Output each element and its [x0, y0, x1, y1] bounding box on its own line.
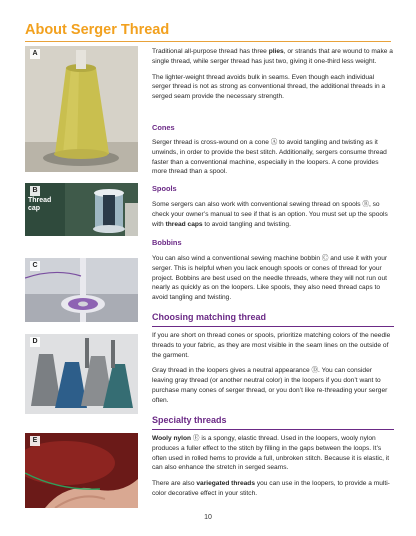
page-number: 10: [204, 514, 212, 521]
photo-d-gray-cones: [25, 334, 138, 414]
thread-cap-label: Thread cap: [28, 197, 52, 212]
cones-heading: Cones: [152, 123, 175, 132]
bobbin-illustration: [25, 258, 138, 322]
photo-label: D: [30, 337, 40, 347]
intro-text: [152, 47, 394, 102]
bobbins-text: You can also wind a conventional sewing machine bobbin Ⓒ and use it with your serger. This is helpful when you lack enough spools or cones of thread for your project. Bobbins are best used on the needle threads, where they will not run out nearly as quickly as on the loopers. Like spools, they also need thread caps to avoid tangling and twisting.: [152, 255, 388, 302]
photo-e-wooly-nylon: [25, 433, 138, 508]
photo-b-spools: [25, 183, 138, 236]
specialty-threads-divider: [152, 429, 394, 430]
photo-a-thread-cone: [25, 46, 138, 172]
photo-label: A: [30, 49, 40, 59]
thread-cone-illustration: [25, 46, 138, 172]
gray-cones-illustration: [25, 334, 138, 414]
wooly-nylon-illustration: [25, 433, 138, 508]
spools-heading: Spools: [152, 184, 177, 193]
cones-text: Serger thread is cross-wound on a cone Ⓐ to avoid tangling and twisting as it unwinds, in order to provide the best stitch. Additionally, sergers consume thread faster than a conventional machine, especially in the loopers. A cone provides more thread than a spool.: [152, 139, 387, 176]
photo-label: B: [30, 186, 40, 196]
specialty-threads-text: Wooly nylon Ⓔ is a spongy, elastic thread. Used in the loopers, wooly nylon produces a fuller effect to the stitch by filling in the gaps between the loops. It’s often used in rolled hems to provide a full, unbroken stitch. Because it is elastic, it can also enhance the stretch in serged seams. There are also variegated threads you can use in the loopers, to provide a multi-color decorative effect in your stitch.: [152, 435, 390, 497]
bobbins-heading: Bobbins: [152, 238, 182, 247]
spools-text: Some sergers can also work with conventional sewing thread on spools Ⓑ, so check your owner’s manual to see if that is an option. You must set up the spools with thread caps to avoid tangling and twisting.: [152, 201, 388, 228]
page-title: About Serger Thread: [25, 22, 170, 38]
specialty-threads-heading: Specialty threads: [152, 415, 227, 425]
matching-thread-heading: Choosing matching thread: [152, 312, 267, 322]
title-divider: [25, 41, 391, 42]
matching-thread-divider: [152, 326, 394, 327]
photo-c-bobbin: [25, 258, 138, 322]
matching-thread-text: If you are short on thread cones or spools, prioritize matching colors of the needle threads to your fabric, as they are most visible in the seam lines on the outside of the garment. Gray thread in the loopers gives a neutral appearance Ⓓ. You can consider leaving gray thread (or another neutral color) in the loopers if you don’t want to purchase many cones of serger thread, or you don’t like re-threading your serger often.: [152, 332, 391, 404]
photo-label: C: [30, 261, 40, 271]
photo-label: E: [30, 436, 40, 446]
intro-paragraph-weight: The lighter-weight thread avoids bulk in seams. Even though each individual serger thread is not as strong as conventional thread, the additional threads in a serged seam provide the necessary strength.: [152, 73, 386, 101]
intro-paragraph-plies: Traditional all-purpose thread has three plies, or strands that are wound to make a single thread, while serger thread has just two, giving it one-third less weight.: [152, 48, 393, 65]
